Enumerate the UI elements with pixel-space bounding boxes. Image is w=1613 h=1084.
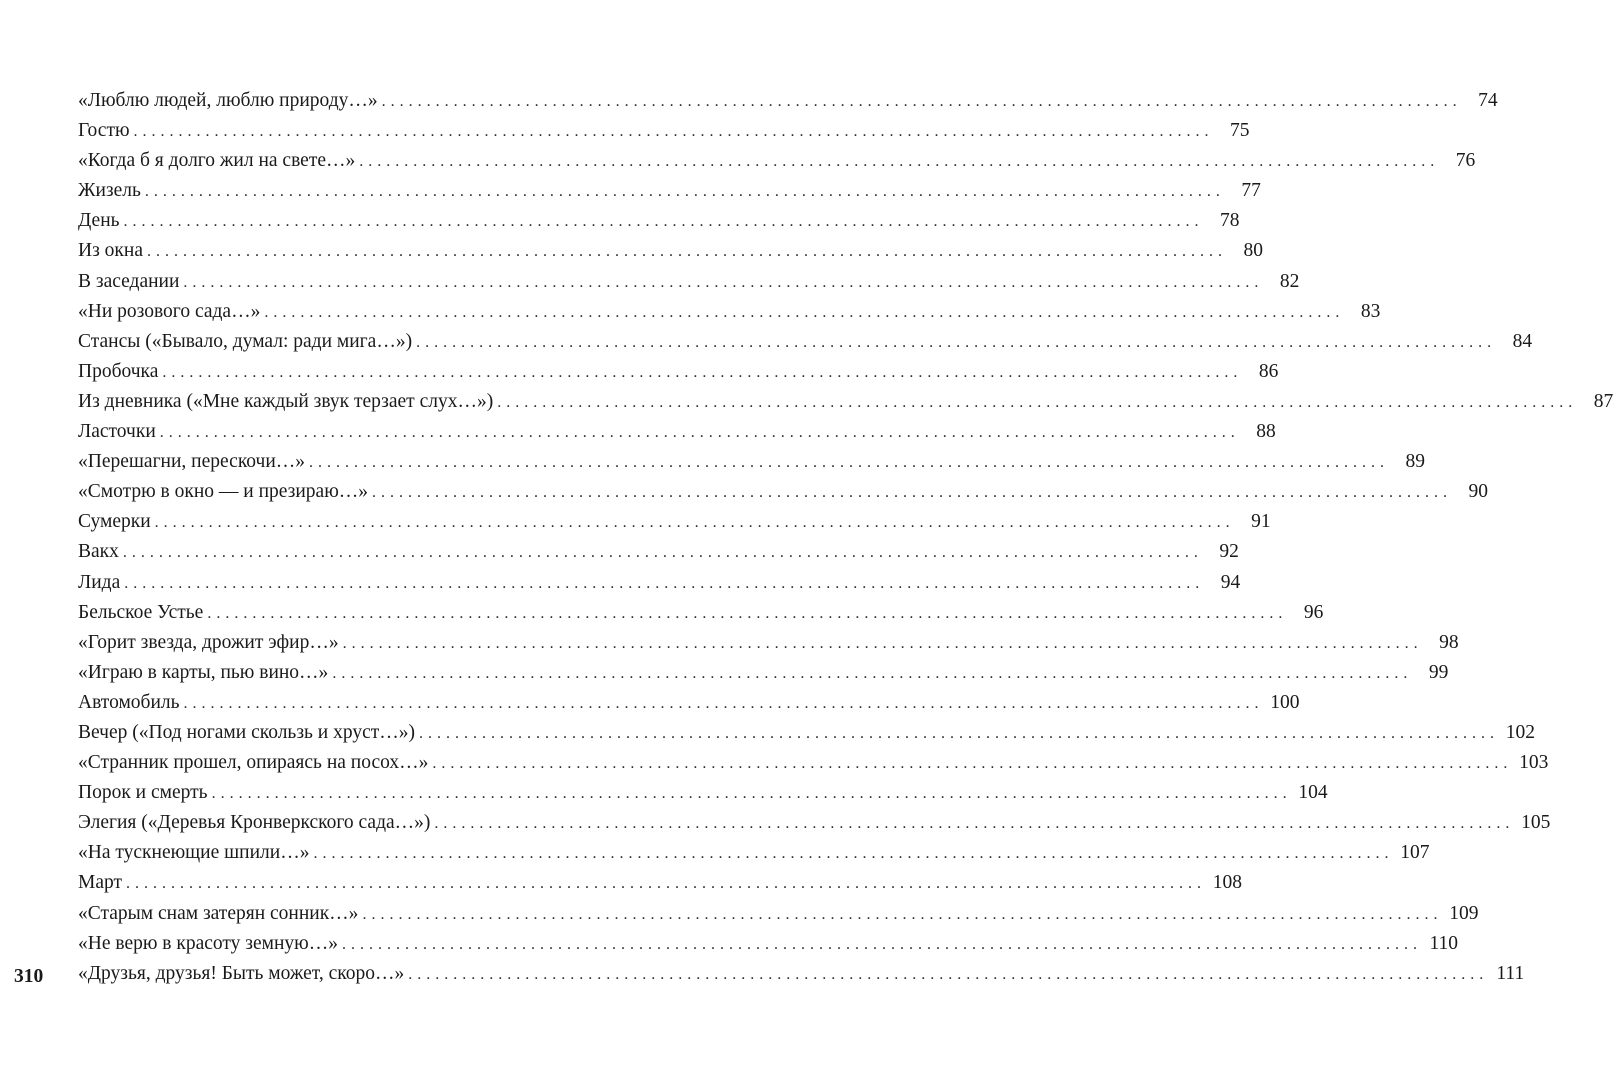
- entry-page-number: 105: [1521, 812, 1551, 834]
- toc-entry: [78, 658, 1449, 688]
- toc-entry: [78, 507, 1271, 537]
- entry-title: «Не верю в красоту земную…»: [78, 932, 339, 954]
- entry-title: Бельское Устье: [78, 601, 204, 623]
- entry-title: Март: [78, 872, 123, 894]
- dot-leader: ........................................................................................................................: [381, 93, 1462, 110]
- entry-title: Порок и смерть: [78, 782, 208, 804]
- toc-entry: [78, 838, 1430, 868]
- dot-leader: ........................................................................................................................: [133, 123, 1214, 141]
- dot-leader: ........................................................................................................................: [183, 273, 1264, 291]
- dot-leader: ........................................................................................................................: [332, 664, 1413, 682]
- entry-page-number: 91: [1251, 511, 1271, 533]
- toc-entry: [78, 477, 1489, 507]
- entry-title: «Ни розового сада…»: [78, 300, 261, 322]
- toc-entry: [78, 357, 1279, 387]
- entry-title: Лида: [78, 571, 121, 593]
- entry-page-number: 74: [1478, 90, 1498, 111]
- entry-title: «Когда б я долго жил на свете…»: [78, 150, 356, 172]
- toc-entry: [78, 868, 1243, 898]
- toc-entry: [78, 86, 1498, 116]
- entry-title: Гостю: [78, 120, 130, 142]
- dot-leader: ........................................................................................................................: [122, 544, 1203, 562]
- toc-entry: [78, 236, 1263, 266]
- entry-page-number: 77: [1241, 180, 1261, 202]
- dot-leader: ........................................................................................................................: [154, 514, 1235, 532]
- entry-title: «Играю в карты, пью вино…»: [78, 661, 329, 683]
- toc-entry: [78, 146, 1476, 176]
- entry-page-number: 87: [1593, 390, 1613, 412]
- dot-leader: ........................................................................................................................: [359, 153, 1440, 171]
- entry-page-number: 98: [1439, 631, 1459, 653]
- entry-page-number: 107: [1400, 842, 1430, 864]
- toc-entry: [78, 959, 1525, 989]
- entry-page-number: 104: [1298, 782, 1328, 804]
- toc-entry: [78, 748, 1549, 778]
- entry-page-number: 88: [1256, 421, 1276, 443]
- toc-entry: [78, 718, 1536, 748]
- entry-title: «Перешагни, перескочи…»: [78, 451, 306, 473]
- entry-title: «Люблю людей, люблю природу…»: [78, 90, 378, 111]
- entry-page-number: 83: [1360, 300, 1381, 322]
- toc-entry: [78, 598, 1324, 628]
- entry-title: «Смотрю в окно — и презираю…»: [78, 481, 369, 503]
- toc-entry: [78, 297, 1381, 327]
- dot-leader: ........................................................................................................................: [342, 935, 1423, 953]
- toc-entry: [78, 808, 1551, 838]
- entry-page-number: 109: [1449, 902, 1479, 924]
- toc-entry: [78, 206, 1240, 236]
- entry-page-number: 94: [1220, 571, 1241, 593]
- entry-page-number: 76: [1455, 150, 1476, 172]
- entry-page-number: 82: [1279, 270, 1300, 292]
- dot-leader: ........................................................................................................................: [432, 755, 1513, 773]
- entry-page-number: 110: [1429, 932, 1459, 954]
- toc-entry: [78, 568, 1241, 598]
- toc-entry: [78, 447, 1426, 477]
- entry-page-number: 92: [1219, 541, 1239, 563]
- dot-leader: ........................................................................................................................: [342, 634, 1423, 652]
- page-number: 310: [14, 966, 44, 987]
- dot-leader: ........................................................................................................................: [264, 303, 1345, 321]
- dot-leader: ........................................................................................................................: [211, 785, 1292, 803]
- dot-leader: ........................................................................................................................: [146, 243, 1227, 261]
- entry-title: Стансы («Бывало, думал: ради мига…»): [78, 330, 413, 352]
- entry-title: Ласточки: [78, 421, 156, 443]
- entry-page-number: 102: [1505, 721, 1536, 743]
- toc-entry: [78, 628, 1459, 658]
- entry-title: «Странник прошел, опираясь на посох…»: [78, 752, 429, 774]
- entry-page-number: 89: [1405, 451, 1426, 473]
- toc-entry: [78, 417, 1276, 447]
- dot-leader: ........................................................................................................................: [362, 905, 1443, 923]
- toc-entry: [78, 176, 1261, 206]
- dot-leader: ........................................................................................................................: [372, 484, 1453, 502]
- entry-page-number: 108: [1212, 872, 1243, 894]
- dot-leader: ........................................................................................................................: [126, 875, 1207, 893]
- entry-title: В заседании: [78, 270, 180, 292]
- toc-entry: [78, 387, 1613, 417]
- entry-title: Пробочка: [78, 360, 159, 382]
- entry-title: Сумерки: [78, 511, 151, 533]
- entry-title: Из окна: [78, 240, 143, 262]
- entry-page-number: 103: [1519, 752, 1549, 774]
- entry-title: «На тускнеющие шпили…»: [78, 842, 310, 864]
- entry-page-number: 78: [1220, 210, 1240, 232]
- toc-entry: [78, 688, 1300, 718]
- entry-page-number: 111: [1496, 962, 1525, 984]
- entry-page-number: 75: [1230, 120, 1250, 142]
- toc-entry: [78, 537, 1239, 567]
- dot-leader: ........................................................................................................................: [416, 333, 1497, 351]
- entry-page-number: 84: [1512, 330, 1533, 352]
- entry-title: Вечер («Под ногами скользь и хруст…»): [78, 721, 416, 743]
- dot-leader: ........................................................................................................................: [207, 604, 1288, 622]
- entry-page-number: 99: [1428, 661, 1449, 683]
- entry-title: «Друзья, друзья! Быть может, скоро…»: [78, 962, 405, 984]
- entry-title: Жизель: [78, 180, 141, 202]
- dot-leader: ........................................................................................................................: [497, 393, 1578, 411]
- entry-title: Из дневника («Мне каждый звук терзает слух…»): [78, 390, 494, 412]
- dot-leader: ........................................................................................................................: [159, 424, 1240, 442]
- entry-title: Автомобиль: [78, 691, 180, 713]
- toc-entry: [78, 116, 1250, 146]
- entry-title: «Горит звезда, дрожит эфир…»: [78, 631, 339, 653]
- toc-entry: [78, 929, 1459, 959]
- dot-leader: ........................................................................................................................: [144, 183, 1225, 201]
- entry-page-number: 100: [1270, 691, 1300, 713]
- dot-leader: ........................................................................................................................: [183, 694, 1264, 712]
- entry-title: Вакх: [78, 541, 119, 563]
- entry-page-number: 86: [1258, 360, 1279, 382]
- dot-leader: ........................................................................................................................: [162, 363, 1243, 381]
- dot-leader: ........................................................................................................................: [313, 845, 1394, 863]
- toc-entry: [78, 899, 1479, 929]
- toc-entry: [78, 327, 1533, 357]
- toc-entry: [78, 267, 1300, 297]
- entry-title: «Старым снам затерян сонник…»: [78, 902, 359, 924]
- dot-leader: ........................................................................................................................: [123, 213, 1204, 231]
- entry-page-number: 96: [1303, 601, 1324, 623]
- toc-entry: [78, 778, 1328, 808]
- dot-leader: ........................................................................................................................: [419, 724, 1500, 742]
- entry-page-number: 90: [1468, 481, 1489, 503]
- table-of-contents: [78, 86, 1613, 989]
- entry-page-number: 80: [1243, 240, 1263, 262]
- entry-title: Элегия («Деревья Кронверкского сада…»): [78, 812, 431, 834]
- dot-leader: ........................................................................................................................: [408, 965, 1489, 983]
- entry-title: День: [78, 210, 120, 232]
- dot-leader: ........................................................................................................................: [124, 574, 1205, 592]
- dot-leader: ........................................................................................................................: [434, 815, 1515, 833]
- dot-leader: ........................................................................................................................: [309, 454, 1390, 472]
